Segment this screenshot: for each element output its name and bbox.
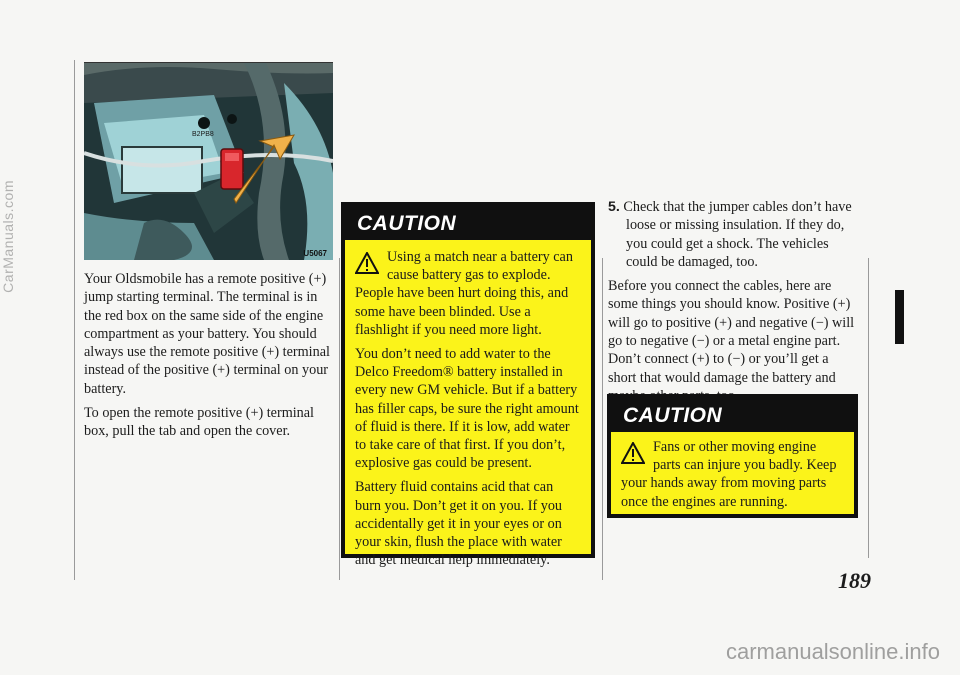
water-battery-text: You don’t need to add water to the Delco Freedom® battery installed in every new GM vehicle. But if a battery has filler caps, be sure the right amount of fluid is there. If it is low, add water to take care of that first. If you don’t, explosive gas could be present. [355,346,579,472]
warning-triangle-icon [621,442,645,464]
caution-heading: CAUTION [357,212,457,235]
before-connect-paragraph: Before you connect the cables, here are some things you should know. Positive (+) will go to positive (+) and negative (−) will go to negative (−) or a metal engine part. Don’t connect (+) to (−) or you’ll get a short that would damage the battery and [608,278,855,386]
page-number: 189 [838,568,871,593]
caution-box-battery [341,202,595,569]
warning-triangle-icon [355,252,379,274]
engine-photo-illustration [84,63,333,260]
outer-column-rule [868,258,869,558]
photo-box-label: B2PB8 [192,131,214,138]
step-5 [608,198,860,271]
section-tab-marker [895,290,904,344]
footer-watermark: carmanualsonline.info [725,639,940,664]
caution-heading-right: CAUTION [623,404,723,427]
fans-warning-text: Fans or other moving engine parts can injure you badly. Keep your hands away from moving parts once the engines are running. [621,439,837,510]
engine-compartment-photo [84,62,333,260]
middle-column-rule [339,258,340,580]
caution-box-fans [607,394,858,518]
remote-terminal-paragraph: Your Oldsmobile has a remote positive (+) jump starting terminal. The terminal is in the red box on the same side of the engine compartment as your battery. You should always use the remote positive (+) terminal instead of the positive (+) terminal on your battery. [84,271,330,397]
caution-body-right [611,432,854,514]
right-column-rule [602,258,603,580]
left-column-text [84,270,334,447]
right-column-text [608,198,860,411]
step-number: 5. [608,199,620,215]
left-column-rule [74,60,75,580]
acid-warning-text: Battery fluid contains acid that can burn you. Don’t get it on you. If you accidentally get it in your eyes or on your skin, flush the place with water and get medical help immediately. [355,479,563,569]
photo-code: U5067 [303,249,327,258]
open-terminal-paragraph: To open the remote positive (+) terminal box, pull the tab and open the cover. [84,405,314,440]
step-5-text: Check that the jumper cables don’t have loose or missing insulation. If they do, you could get a shock. The vehicles could be damaged, too. [623,199,852,270]
side-watermark: CarManuals.com [0,180,16,293]
caution-body [345,240,591,569]
match-warning-text: Using a match near a battery can cause battery gas to explode. People have been hurt doing this, and some have been blinded. Use a flashlight if you need more light. [355,249,573,338]
